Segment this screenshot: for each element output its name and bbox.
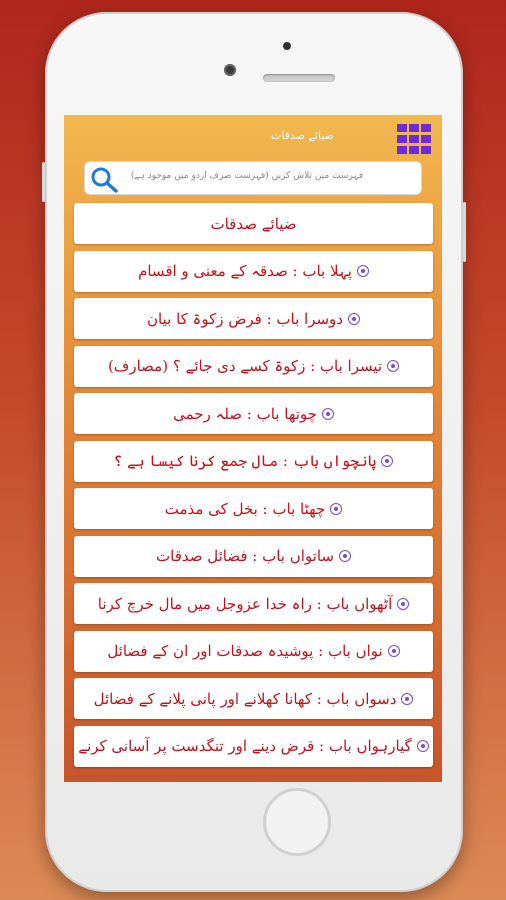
chapter-label: نواں باب : پوشیدہ صدقات اور ان کے فضائل bbox=[107, 642, 383, 660]
chapter-list-item[interactable] bbox=[74, 203, 433, 244]
flower-bullet-icon bbox=[322, 408, 334, 420]
chapter-label: تیسرا باب : زکوۃ کسے دی جائے ؟ (مصارف) bbox=[107, 357, 383, 375]
chapter-list-item[interactable] bbox=[74, 346, 433, 387]
chapter-label: دوسرا باب : فرض زکوۃ کا بیان bbox=[147, 309, 343, 328]
chapter-label: ضیائے صدقات bbox=[210, 214, 297, 233]
chapter-list-item[interactable] bbox=[74, 298, 433, 339]
earpiece-speaker bbox=[263, 74, 335, 82]
flower-bullet-icon bbox=[397, 598, 409, 610]
chapter-label: چھٹا باب : بخل کی مذمت bbox=[164, 499, 326, 518]
chapter-label: ساتواں باب : فضائل صدقات bbox=[156, 547, 334, 565]
chapter-list-item[interactable] bbox=[74, 631, 433, 672]
flower-bullet-icon bbox=[401, 693, 413, 705]
volume-button bbox=[42, 162, 45, 202]
chapter-list-item[interactable] bbox=[74, 726, 433, 767]
chapter-list-item[interactable] bbox=[74, 678, 433, 719]
chapter-label: آٹھواں باب : راہ خدا عزوجل میں مال خرچ کرنا bbox=[97, 594, 393, 613]
chapter-label: چوتھا باب : صلہ رحمی bbox=[173, 404, 317, 423]
flower-bullet-icon bbox=[348, 313, 360, 325]
chapter-list-item[interactable] bbox=[74, 488, 433, 529]
chapter-label: پانچواں باب : مال جمع کرنا کیسا ہے ؟ bbox=[113, 452, 377, 470]
app-header bbox=[64, 115, 442, 161]
sensor-dot bbox=[283, 42, 291, 50]
search-icon[interactable] bbox=[89, 165, 119, 193]
chapter-label: گیارہواں باب : قرض دینے اور تنگدست پر آسانی کرنے bbox=[78, 737, 412, 755]
chapter-list-item[interactable] bbox=[74, 536, 433, 577]
flower-bullet-icon bbox=[387, 360, 399, 372]
chapter-label: پہلا باب : صدقہ کے معنی و اقسام bbox=[138, 262, 352, 280]
flower-bullet-icon bbox=[357, 265, 369, 277]
chapter-label: دسواں باب : کھانا کھلانے اور پانی پلانے کے فضائل bbox=[93, 689, 397, 708]
flower-bullet-icon bbox=[330, 503, 342, 515]
power-button bbox=[463, 202, 466, 262]
grid-menu-icon[interactable] bbox=[397, 124, 433, 154]
chapter-list-item[interactable] bbox=[74, 583, 433, 624]
home-button[interactable] bbox=[263, 788, 331, 856]
app-screen bbox=[64, 115, 442, 782]
flower-bullet-icon bbox=[417, 740, 429, 752]
search-placeholder: فہرست میں تلاش کریں (فہرست صرف اردو میں موجود ہے) bbox=[130, 171, 363, 181]
search-input[interactable] bbox=[84, 161, 422, 195]
flower-bullet-icon bbox=[381, 455, 393, 467]
chapter-list-item[interactable] bbox=[74, 251, 433, 292]
flower-bullet-icon bbox=[388, 645, 400, 657]
chapter-list-item[interactable] bbox=[74, 393, 433, 434]
chapter-list-item[interactable] bbox=[74, 441, 433, 482]
front-camera bbox=[224, 64, 236, 76]
flower-bullet-icon bbox=[339, 550, 351, 562]
page-title: ضیائے صدقات bbox=[270, 129, 334, 142]
